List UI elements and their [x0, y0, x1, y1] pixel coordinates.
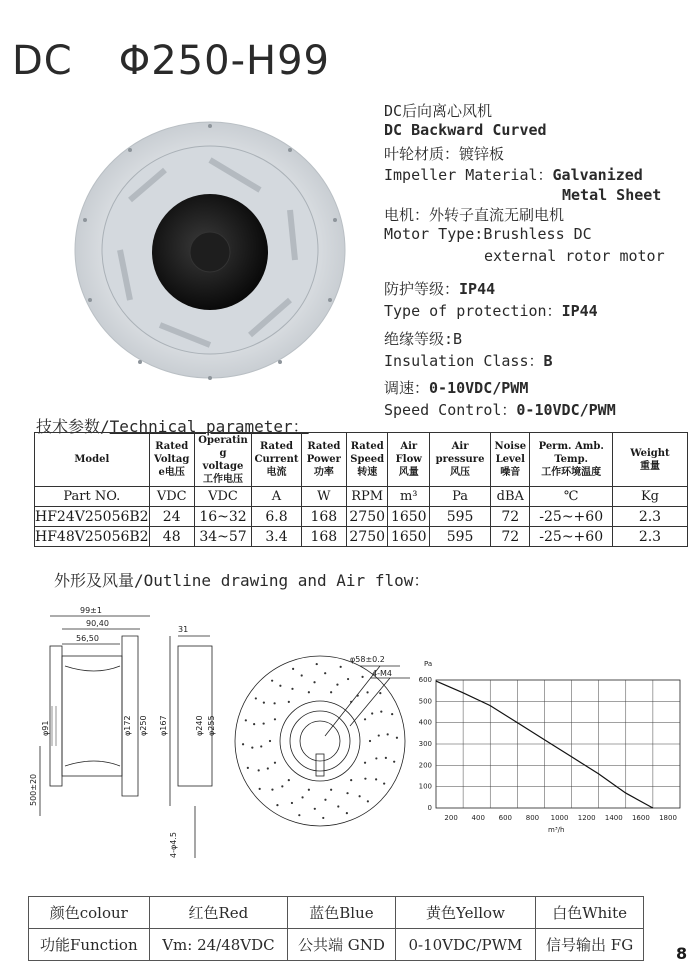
- tech-header-cell: Air pressure 风压: [430, 433, 491, 487]
- rivet-dot: [330, 789, 332, 791]
- spec-speed-en: Speed Control：0-10VDC/PWM: [384, 401, 616, 419]
- tech-unit-cell: VDC: [149, 487, 194, 507]
- tech-header-cell: Noise Level 噪音: [491, 433, 530, 487]
- rivet-dot: [391, 713, 393, 715]
- tech-header-cell: Air Flow 风量: [388, 433, 430, 487]
- rivet-dot: [366, 691, 368, 693]
- rivet-dot: [245, 719, 247, 721]
- tech-header-cell: Rated Voltag e电压: [149, 433, 194, 487]
- tech-header-cell: Operatin g voltage 工作电压: [194, 433, 251, 487]
- spec-protection-cn: 防护等级：IP44: [384, 280, 496, 298]
- rivet-dot: [322, 817, 324, 819]
- rivet-dot: [324, 672, 326, 674]
- tech-unit-row: [35, 487, 688, 507]
- tech-unit-cell: ℃: [530, 487, 612, 507]
- rivet-dot: [346, 792, 348, 794]
- rivet-dot: [288, 701, 290, 703]
- tech-unit-cell: Part NO.: [35, 487, 150, 507]
- spec-motor-en-2: external rotor motor: [484, 247, 665, 265]
- spec-type-cn: DC后向离心风机: [384, 102, 493, 120]
- tech-header-cell: Model: [35, 433, 150, 487]
- chart-ytick: 500: [418, 697, 432, 706]
- spec-insulation-cn: 绝缘等级:B: [384, 330, 463, 348]
- table-cell: 24: [149, 507, 194, 527]
- rivet-dot: [385, 757, 387, 759]
- tech-table: [34, 432, 688, 547]
- dim-phi255: φ255: [207, 715, 216, 736]
- color-cell: 白色White: [536, 897, 644, 929]
- table-cell: 16~32: [194, 507, 251, 527]
- tech-unit-cell: W: [301, 487, 346, 507]
- table-cell: 34~57: [194, 527, 251, 547]
- tech-unit-cell: dBA: [491, 487, 530, 507]
- table-cell: 168: [301, 527, 346, 547]
- dim-phi58: φ58±0.2: [350, 655, 385, 664]
- rivet-dot: [336, 684, 338, 686]
- rivet-dot: [361, 676, 363, 678]
- rivet-dot: [379, 692, 381, 694]
- color-cell: 红色Red: [149, 897, 288, 929]
- color-cell: 颜色colour: [29, 897, 150, 929]
- function-cell: Vm: 24/48VDC: [149, 929, 288, 961]
- dim-phi91: φ91: [41, 720, 50, 736]
- chart-xtick: 1200: [577, 814, 596, 822]
- rivet-dot: [274, 762, 276, 764]
- dim-56: 56,50: [76, 634, 99, 643]
- rivet-dot: [301, 674, 303, 676]
- table-cell: 72: [491, 527, 530, 547]
- function-row: [29, 929, 644, 961]
- table-cell: HF48V25056B2: [35, 528, 149, 545]
- chart-ytick: 600: [418, 676, 432, 684]
- table-cell: 595: [430, 507, 491, 527]
- table-cell: 3.4: [252, 527, 302, 547]
- tech-header-cell: Weight 重量: [612, 433, 687, 487]
- table-cell: 1650: [388, 507, 430, 527]
- airflow-chart: [419, 660, 680, 834]
- rivet-dot: [380, 710, 382, 712]
- dim-m4: 4-M4: [372, 669, 392, 678]
- rivet-dot: [367, 800, 369, 802]
- tech-header-cell: Rated Current 电流: [252, 433, 302, 487]
- rivet-dot: [364, 762, 366, 764]
- rivet-dot: [330, 691, 332, 693]
- rivet-dot: [247, 767, 249, 769]
- spec-speed-cn: 调速：0-10VDC/PWM: [384, 379, 529, 397]
- rivet-dot: [279, 685, 281, 687]
- dim-99: 99±1: [80, 606, 102, 615]
- rivet-dot: [357, 694, 359, 696]
- dim-500: 500±20: [29, 773, 38, 806]
- rivet-dot: [383, 782, 385, 784]
- rivet-dot: [378, 734, 380, 736]
- chart-ytick: 300: [418, 740, 432, 748]
- chart-xlabel: m³/h: [548, 826, 565, 834]
- chart-xtick: 400: [471, 814, 485, 822]
- rivet-dot: [258, 769, 260, 771]
- page-number: 8: [676, 944, 688, 963]
- rivet-dot: [267, 767, 269, 769]
- rivet-dot: [260, 745, 262, 747]
- function-cell: 信号输出 FG: [536, 929, 644, 961]
- rivet-dot: [396, 737, 398, 739]
- function-cell: 0-10VDC/PWM: [395, 929, 536, 961]
- rivet-dot: [308, 691, 310, 693]
- table-cell: HF24V25056B2: [35, 508, 149, 525]
- dim-phi172: φ172: [123, 715, 132, 736]
- tech-title: 技术参数/Technical parameter：: [36, 417, 309, 436]
- tech-header-cell: Rated Speed 转速: [346, 433, 388, 487]
- rivet-dot: [316, 663, 318, 665]
- rivet-dot: [371, 712, 373, 714]
- rivet-dot: [259, 788, 261, 790]
- table-cell: 2.3: [612, 527, 687, 547]
- tech-unit-cell: Pa: [430, 487, 491, 507]
- spec-insulation-en: Insulation Class：B: [384, 352, 553, 370]
- rivet-dot: [298, 814, 300, 816]
- chart-ytick: 200: [418, 761, 432, 770]
- wire-color-table: [28, 896, 644, 961]
- chart-xtick: 1400: [604, 814, 623, 822]
- rivet-dot: [350, 701, 352, 703]
- rivet-dot: [273, 702, 275, 704]
- color-cell: 蓝色Blue: [288, 897, 395, 929]
- rivet-dot: [324, 799, 326, 801]
- chart-ytick: 400: [418, 718, 432, 727]
- chart-ytick: 100: [418, 782, 432, 791]
- table-cell: 1650: [388, 527, 430, 547]
- tech-unit-cell: A: [252, 487, 302, 507]
- table-cell: -25~+60: [530, 507, 612, 527]
- table-cell: 2750: [346, 507, 388, 527]
- rivet-dot: [364, 718, 366, 720]
- rivet-dot: [301, 796, 303, 798]
- title-model: Φ250-H99: [118, 38, 330, 84]
- rivet-dot: [263, 722, 265, 724]
- function-cell: 公共端 GND: [288, 929, 395, 961]
- table-cell: 2750: [346, 527, 388, 547]
- chart-xtick: 200: [444, 814, 458, 822]
- rivet-dot: [393, 761, 395, 763]
- color-row: [29, 897, 644, 929]
- tech-unit-cell: RPM: [346, 487, 388, 507]
- table-cell: 6.8: [252, 507, 302, 527]
- dim-31: 31: [178, 625, 189, 634]
- chart-ylabel: Pa: [424, 660, 433, 668]
- spec-motor-cn: 电机：外转子直流无刷电机: [384, 206, 565, 224]
- chart-xtick: 1000: [550, 814, 569, 822]
- rivet-dot: [340, 666, 342, 668]
- rivet-dot: [288, 779, 290, 781]
- rivet-dot: [387, 733, 389, 735]
- chart-xtick: 1600: [631, 814, 650, 822]
- rivet-dot: [271, 789, 273, 791]
- spec-type-en: DC Backward Curved: [384, 121, 547, 139]
- rivet-dot: [337, 805, 339, 807]
- color-cell: 黄色Yellow: [395, 897, 536, 929]
- rivet-dot: [253, 723, 255, 725]
- rivet-dot: [375, 757, 377, 759]
- rivet-dot: [346, 812, 348, 814]
- tech-data-rows: [35, 507, 688, 547]
- spec-motor-en-1: Motor Type:Brushless DC: [384, 225, 592, 243]
- rivet-dot: [359, 795, 361, 797]
- rivet-dot: [313, 681, 315, 683]
- table-cell: 595: [430, 527, 491, 547]
- rivet-dot: [350, 779, 352, 781]
- dim-phi250: φ250: [139, 715, 148, 736]
- rivet-dot: [274, 718, 276, 720]
- rivet-dot: [255, 697, 257, 699]
- rivet-dot: [276, 804, 278, 806]
- rivet-dot: [292, 668, 294, 670]
- table-cell: 168: [301, 507, 346, 527]
- chart-xtick: 600: [498, 814, 513, 822]
- function-cell: 功能Function: [29, 929, 150, 961]
- dim-holes: 4-φ4.5: [169, 832, 178, 858]
- outline-title: 外形及风量/Outline drawing and Air flow：: [54, 571, 430, 590]
- product-title: [12, 38, 330, 84]
- tech-header-cell: Perm. Amb. Temp. 工作环境温度: [530, 433, 612, 487]
- rivet-dot: [271, 680, 273, 682]
- rivet-dot: [251, 747, 253, 749]
- spec-impeller-cn: 叶轮材质：镀锌板: [384, 145, 505, 163]
- rivet-dot: [263, 702, 265, 704]
- spec-protection-en: Type of protection：IP44: [384, 302, 598, 320]
- rivet-dot: [281, 785, 283, 787]
- dim-phi167: φ167: [159, 715, 168, 736]
- table-row: [35, 507, 688, 527]
- title-prefix: DC: [12, 38, 73, 84]
- rivet-dot: [242, 743, 244, 745]
- outline-drawing: [20, 596, 690, 876]
- dim-90: 90,40: [86, 619, 109, 628]
- table-cell: 72: [491, 507, 530, 527]
- rivet-dot: [364, 778, 366, 780]
- dim-phi240: φ240: [195, 715, 204, 736]
- chart-xtick: 800: [525, 814, 540, 822]
- chart-xtick: 1800: [659, 814, 677, 822]
- tech-unit-cell: Kg: [612, 487, 687, 507]
- rivet-dot: [291, 688, 293, 690]
- rivet-dot: [347, 678, 349, 680]
- table-cell: -25~+60: [530, 527, 612, 547]
- spec-impeller-en: Impeller Material：Galvanized: [384, 166, 643, 184]
- tech-unit-cell: m³: [388, 487, 430, 507]
- tech-unit-cell: VDC: [194, 487, 251, 507]
- table-cell: 2.3: [612, 507, 687, 527]
- chart-ytick: 0: [427, 804, 432, 812]
- tech-header-cell: Rated Power 功率: [301, 433, 346, 487]
- rivet-dot: [291, 802, 293, 804]
- rivet-dot: [308, 789, 310, 791]
- fan-photo: [60, 100, 360, 400]
- spec-impeller-en-2: Metal Sheet: [562, 186, 662, 204]
- table-cell: 48: [149, 527, 194, 547]
- tech-header-row: [35, 433, 688, 487]
- rivet-dot: [314, 808, 316, 810]
- rivet-dot: [269, 740, 271, 742]
- rivet-dot: [375, 778, 377, 780]
- rivet-dot: [369, 740, 371, 742]
- table-row: [35, 527, 688, 547]
